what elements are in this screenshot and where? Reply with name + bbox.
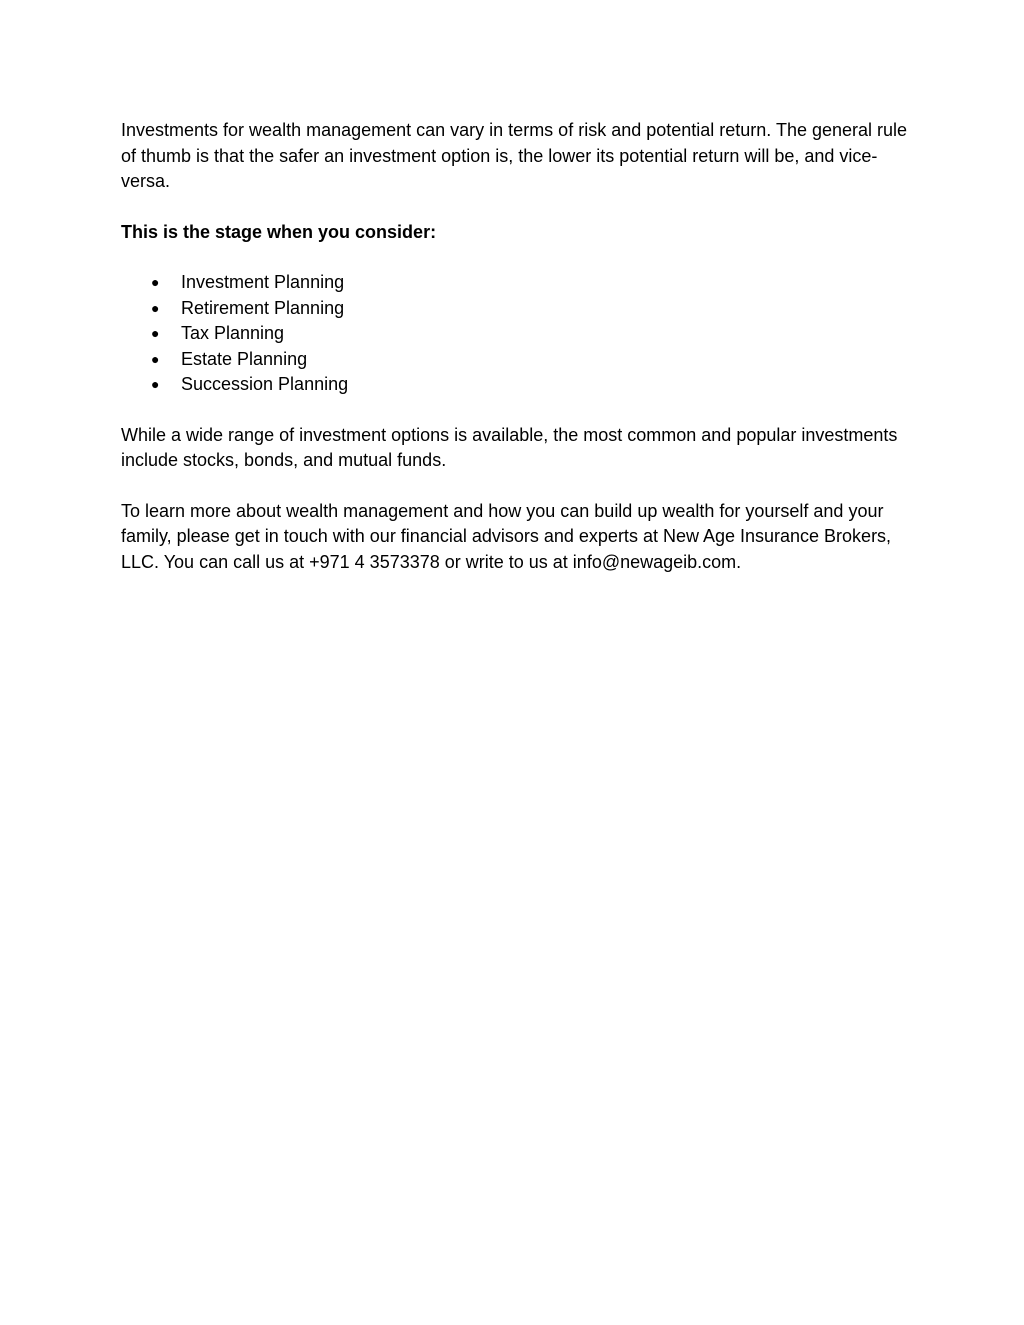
list-item [121,372,911,398]
list-item-label: Investment Planning [181,272,345,292]
list-item-label: Succession Planning [181,374,349,394]
bullet-icon: ● [151,325,160,341]
bullet-icon: ● [151,274,160,290]
intro-paragraph: Investments for wealth management can vary in terms of risk and potential return. The general rule of thumb is that the safer an investment option is, the lower its potential return will be, and vice-versa. [121,120,908,191]
options-paragraph: While a wide range of investment options is available, the most common and popular investments include stocks, bonds, and mutual funds. [121,424,898,470]
list-item-label: Retirement Planning [181,297,345,318]
list-item-label: Estate Planning [181,348,308,369]
list-item-label: Tax Planning [181,323,285,343]
list-item [121,321,911,347]
bullet-icon: ● [151,299,160,316]
bullet-icon: ● [151,376,160,392]
bullet-icon: ● [151,350,160,367]
list-item [121,296,911,322]
list-item [121,270,911,296]
planning-list [121,270,911,398]
list-item [121,347,911,373]
document-page [121,118,911,600]
section-heading: This is the stage when you consider: [121,221,437,242]
contact-paragraph: To learn more about wealth management and how you can build up wealth for yourself and your family, please get in touch with our financial advisors and experts at New Age Insurance Brokers, LLC. You can call us at +971 4 3573378 or write to us at info@newageib.com. [121,500,892,572]
